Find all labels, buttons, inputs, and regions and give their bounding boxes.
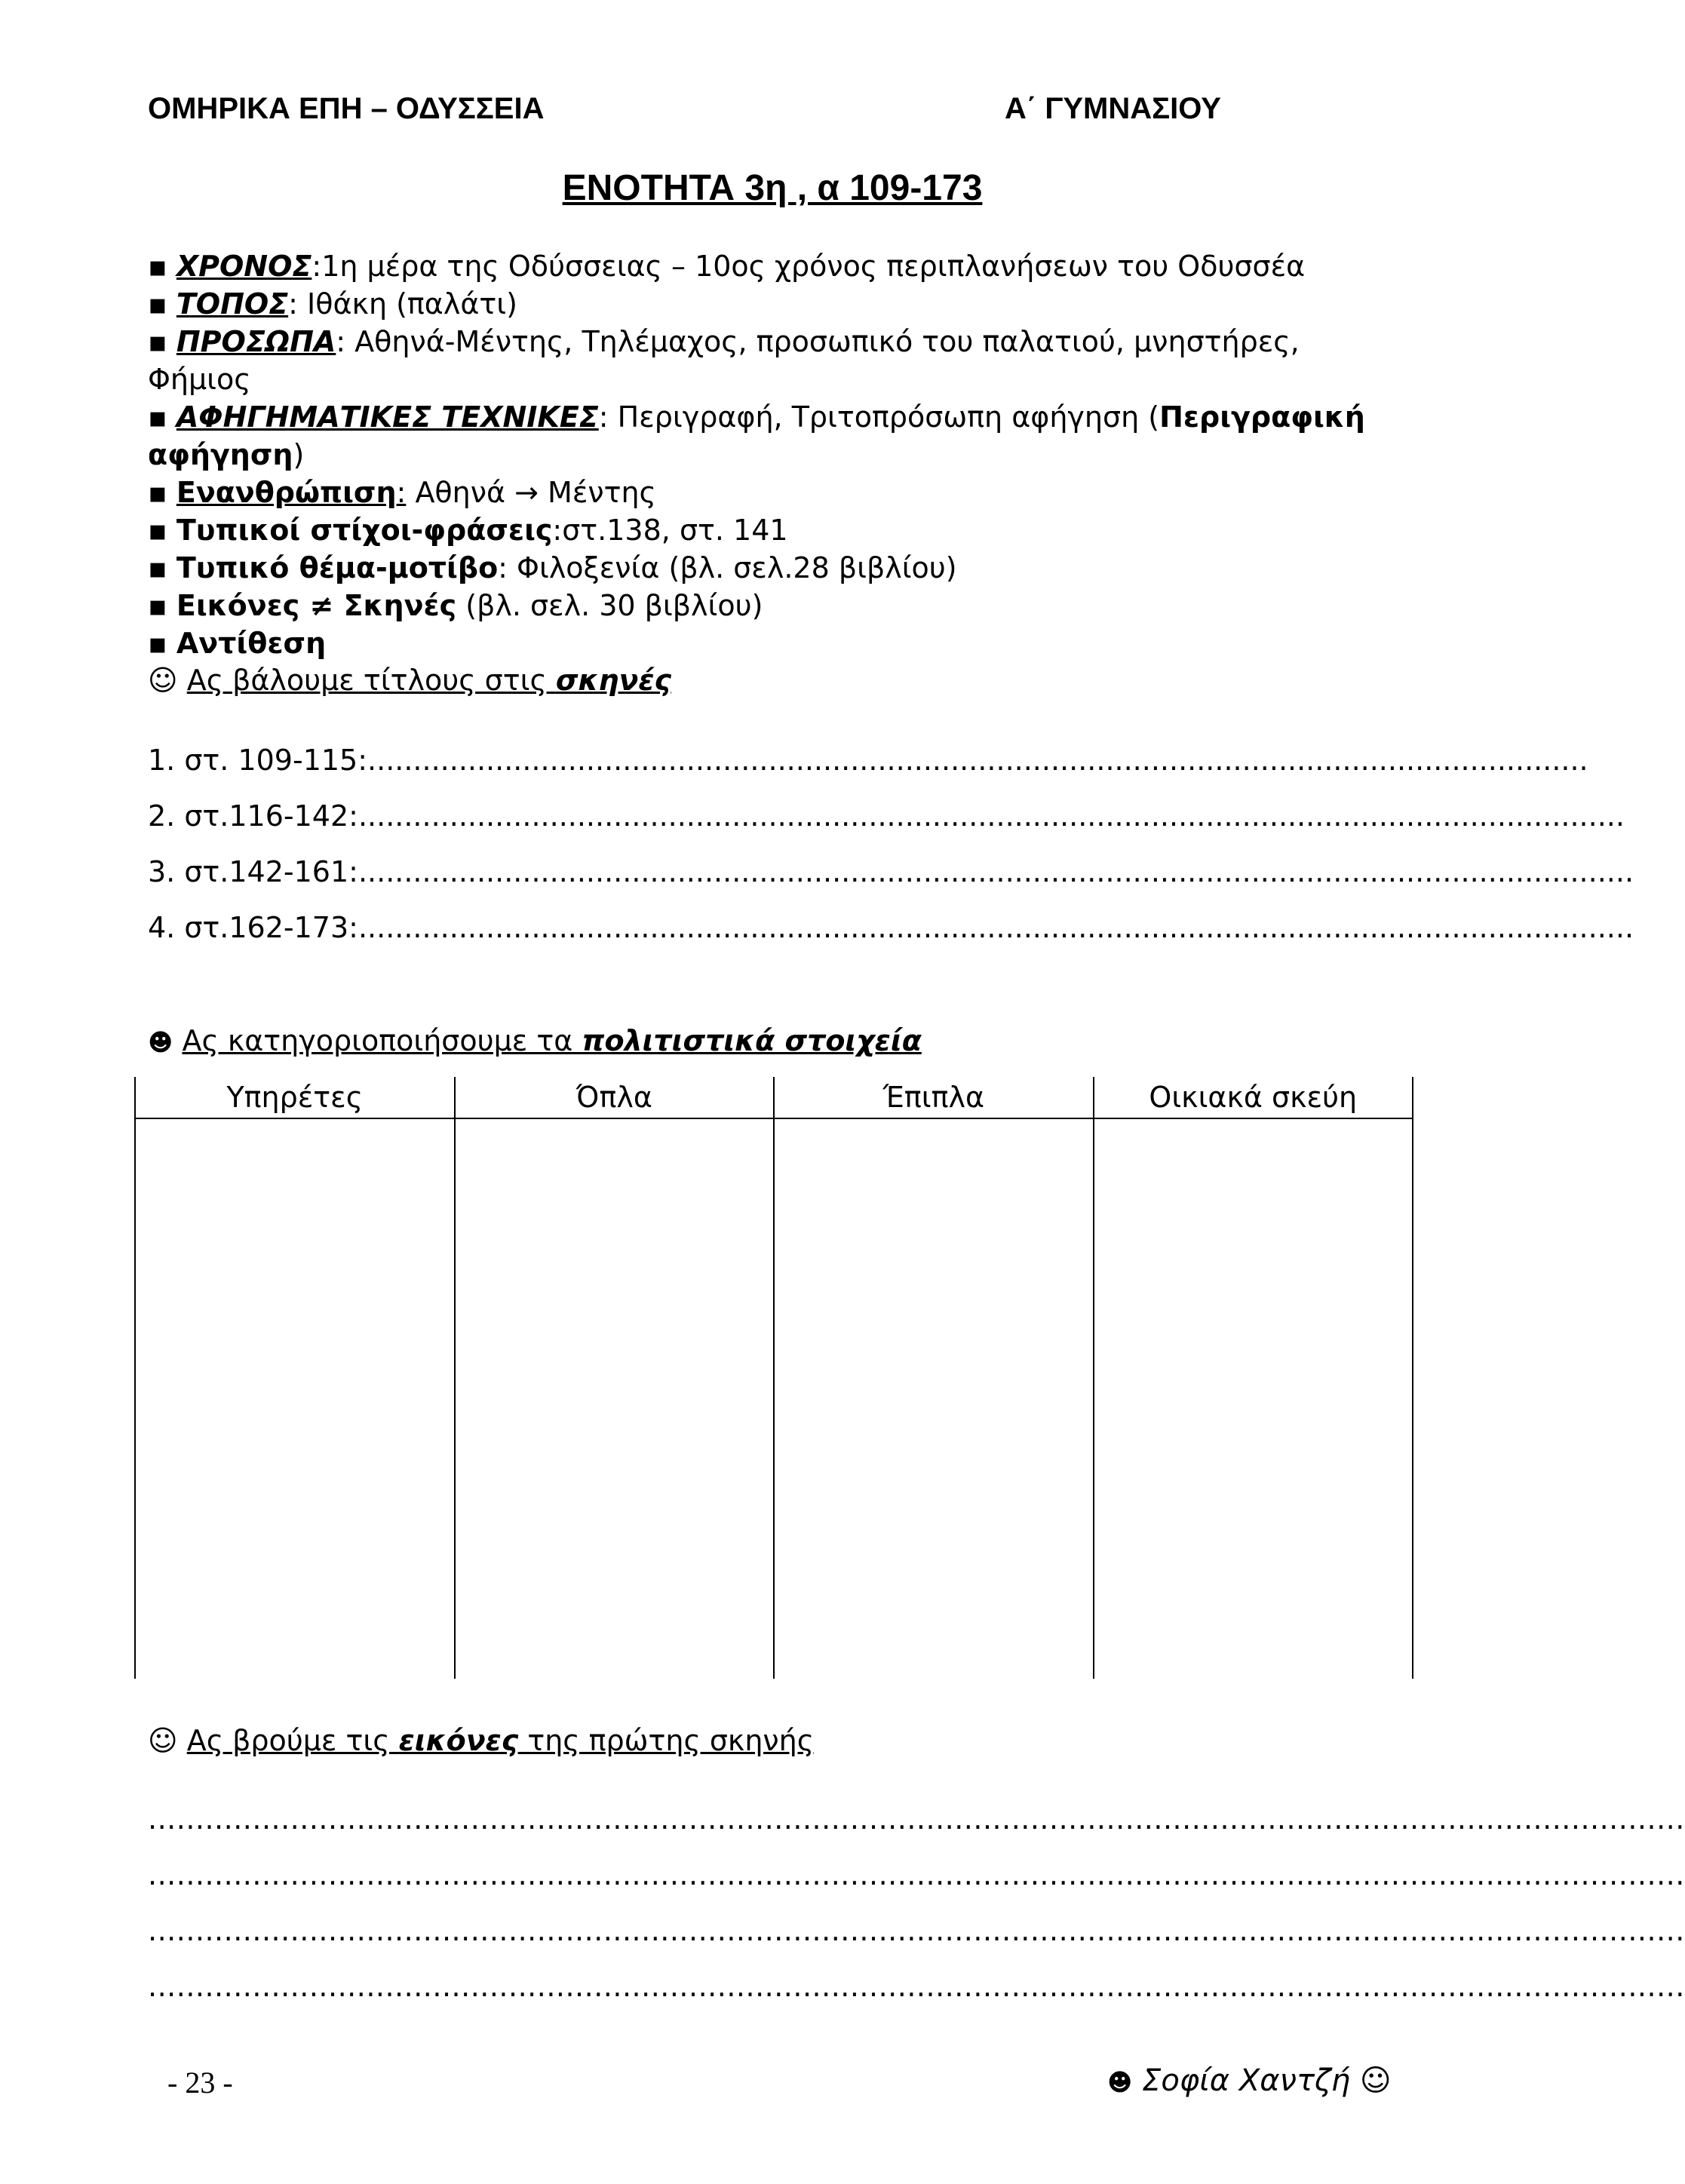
scene-line-1[interactable]: 1. στ. 109-115:...................................................................................................................................... bbox=[148, 744, 1588, 777]
col-header-furniture: Έπιπλα bbox=[774, 1077, 1094, 1118]
answer-line[interactable]: .................................................................................................................................................................. bbox=[148, 1802, 1685, 1836]
scene-line-3[interactable]: 3. στ.142-161:............................................................................................................................................ bbox=[148, 855, 1634, 888]
col-header-weapons: Όπλα bbox=[455, 1077, 775, 1118]
info-eikones: ▪ Εικόνες ≠ Σκηνές (βλ. σελ. 30 βιβλίου) bbox=[148, 589, 763, 622]
col-header-servants: Υπηρέτες bbox=[135, 1077, 455, 1118]
smiley-icon: ☺ bbox=[1359, 2063, 1392, 2098]
info-block bbox=[148, 247, 1385, 662]
author-signature: ☻ Σοφία Χαντζή ☺ bbox=[1107, 2063, 1392, 2098]
answer-line[interactable]: .................................................................................................................................................................. bbox=[148, 1970, 1685, 2003]
black-smiley-icon: ☻ bbox=[1107, 2068, 1133, 2097]
answer-line[interactable]: .................................................................................................................................................................. bbox=[148, 1858, 1685, 1891]
culture-table bbox=[134, 1077, 1413, 1679]
cell-utensils[interactable] bbox=[1094, 1118, 1413, 1679]
page-number: - 23 - bbox=[167, 2066, 233, 2100]
scene-line-2[interactable]: 2. στ.116-142:........................................................................................................................................... bbox=[148, 799, 1625, 833]
answer-line[interactable]: .................................................................................................................................................................. bbox=[148, 1914, 1685, 1947]
info-thema: ▪ Τυπικό θέμα-μοτίβο: Φιλοξενία (βλ. σελ.28 βιβλίου) bbox=[148, 551, 957, 584]
page-title: ΕΝΟΤΗΤΑ 3η , α 109-173 bbox=[562, 168, 983, 208]
info-typikoi: ▪ Τυπικοί στίχοι-φράσεις:στ.138, στ. 141 bbox=[148, 514, 788, 547]
scene-line-4[interactable]: 4. στ.162-173:............................................................................................................................................ bbox=[148, 911, 1634, 944]
images-heading: ☺ Ας βρούμε τις εικόνες της πρώτης σκηνής bbox=[148, 1724, 815, 1757]
info-enanthropisi: ▪ Ενανθρώπιση: Αθηνά → Μέντης bbox=[148, 476, 656, 509]
info-antithesi: ▪ Αντίθεση bbox=[148, 627, 327, 660]
cell-servants[interactable] bbox=[135, 1118, 455, 1679]
info-technikes: ▪ ΑΦΗΓΗΜΑΤΙΚΕΣ ΤΕΧΝΙΚΕΣ: Περιγραφή, Τριτοπρόσωπη αφήγηση (Περιγραφική αφήγηση) bbox=[148, 400, 1365, 471]
col-header-utensils: Οικιακά σκεύη bbox=[1094, 1077, 1413, 1118]
info-prosopa: ▪ ΠΡΟΣΩΠΑ: Αθηνά-Μέντης, Τηλέμαχος, προσωπικό του παλατιού, μνηστήρες, Φήμιος bbox=[148, 325, 1300, 396]
cell-weapons[interactable] bbox=[455, 1118, 775, 1679]
info-xronos: ▪ ΧΡΟΝΟΣ:1η μέρα της Οδύσσειας – 10ος χρόνος περιπλανήσεων του Οδυσσέα bbox=[148, 250, 1306, 283]
culture-heading: ☻ Ας κατηγοριοποιήσουμε τα πολιτιστικά στοιχεία bbox=[148, 1024, 922, 1057]
info-topos: ▪ ΤΟΠΟΣ: Ιθάκη (παλάτι) bbox=[148, 287, 517, 321]
cell-furniture[interactable] bbox=[774, 1118, 1094, 1679]
black-smiley-icon: ☻ bbox=[148, 1028, 173, 1057]
smiley-icon: ☺ bbox=[148, 1724, 178, 1757]
header-left: ΟΜΗΡΙΚΑ ΕΠΗ – ΟΔΥΣΣΕΙΑ bbox=[148, 92, 545, 125]
header-right: Α΄ ΓΥΜΝΑΣΙΟΥ bbox=[1005, 92, 1221, 125]
smiley-icon: ☺ bbox=[148, 664, 178, 697]
scenes-heading: ☺ Ας βάλουμε τίτλους στις σκηνές bbox=[148, 664, 672, 697]
